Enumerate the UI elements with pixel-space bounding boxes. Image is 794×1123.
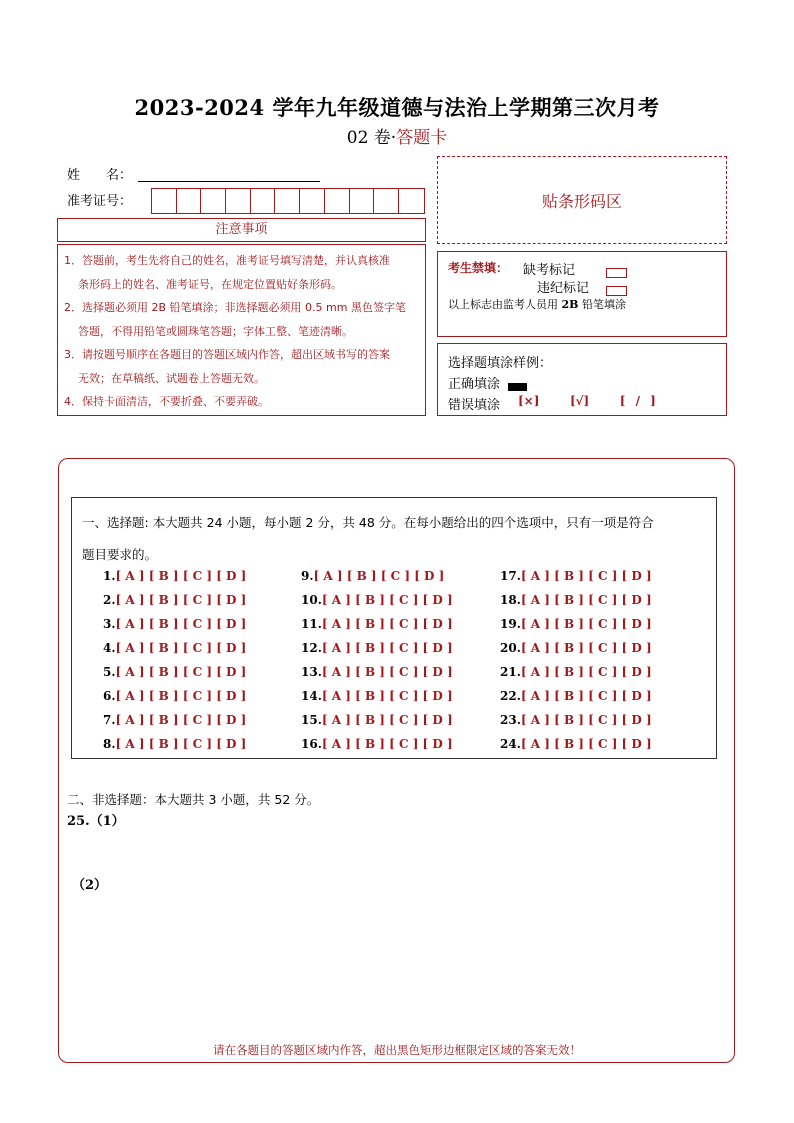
question-number: 20. <box>500 641 521 655</box>
id-cell[interactable] <box>152 189 177 213</box>
notice-item-cont: 条形码上的姓名、准考证号，在规定位置贴好条形码。 <box>78 277 342 291</box>
notice-item <box>64 390 419 414</box>
mc-question <box>301 665 453 679</box>
notice-item-text: 4．保持卡面清洁，不要折叠、不要弄破。 <box>64 395 269 408</box>
answer-options[interactable]: [ A ] [ B ] [ C ] [ D ] <box>520 737 652 751</box>
answer-options[interactable]: [ A ] [ B ] [ C ] [ D ] <box>313 569 445 583</box>
id-label: 准考证号： <box>67 194 133 209</box>
notice-item-text: 3．请按题号顺序在各题目的答题区域内作答，超出区域书写的答案 <box>64 348 390 361</box>
answer-options[interactable]: [ A ] [ B ] [ C ] [ D ] <box>115 569 247 583</box>
notice-item <box>64 343 419 390</box>
wrong-mark: [×] <box>518 394 540 408</box>
mc-question <box>103 641 246 655</box>
question-number: 15. <box>301 713 322 727</box>
answer-options[interactable]: [ A ] [ B ] [ C ] [ D ] <box>520 713 652 727</box>
question-number: 18. <box>500 593 521 607</box>
notice-item-cont: 答题，不得用铅笔或圆珠笔答题；字体工整、笔迹清晰。 <box>78 324 353 338</box>
mc-question <box>500 617 652 631</box>
question-number: 7. <box>103 713 116 727</box>
answer-options[interactable]: [ A ] [ B ] [ C ] [ D ] <box>321 617 453 631</box>
notice-title: 注意事项 <box>57 218 426 242</box>
question-number: 14. <box>301 689 322 703</box>
notice-item-text: 1．答题前，考生先将自己的姓名，准考证号填写清楚，并认真核准 <box>64 254 390 267</box>
q25-part2: （2） <box>72 878 108 893</box>
question-number: 23. <box>500 713 521 727</box>
absent-mark-box[interactable] <box>606 268 627 278</box>
wrong-label: 错误填涂 <box>448 398 501 413</box>
answer-options[interactable]: [ A ] [ B ] [ C ] [ D ] <box>520 593 652 607</box>
name-label: 姓 名： <box>67 168 133 183</box>
id-cell[interactable] <box>374 189 399 213</box>
answer-options[interactable]: [ A ] [ B ] [ C ] [ D ] <box>321 737 453 751</box>
answer-options[interactable]: [ A ] [ B ] [ C ] [ D ] <box>115 737 247 751</box>
ban-label: 考生禁填： <box>448 261 509 275</box>
mc-question <box>103 689 246 703</box>
answer-options[interactable]: [ A ] [ B ] [ C ] [ D ] <box>115 665 247 679</box>
mc-question <box>500 665 652 679</box>
answer-options[interactable]: [ A ] [ B ] [ C ] [ D ] <box>115 713 247 727</box>
barcode-label: 贴条形码区 <box>541 191 622 211</box>
mc-question <box>301 713 453 727</box>
ban-note-prefix: 以上标志由监考人员用 <box>448 298 558 311</box>
question-number: 17. <box>500 569 521 583</box>
id-cell[interactable] <box>177 189 202 213</box>
id-cell[interactable] <box>399 189 424 213</box>
answer-options[interactable]: [ A ] [ B ] [ C ] [ D ] <box>520 665 652 679</box>
violation-mark-box[interactable] <box>606 286 627 296</box>
question-number: 19. <box>500 617 521 631</box>
subtitle-answer-card: 答题卡 <box>396 128 448 148</box>
id-cell[interactable] <box>226 189 251 213</box>
ban-note-suffix: 铅笔填涂 <box>581 298 626 311</box>
sample-title: 选择题填涂样例： <box>448 356 553 371</box>
mc-question <box>500 569 652 583</box>
question-number: 21. <box>500 665 521 679</box>
exam-id-grid[interactable] <box>151 188 425 214</box>
answer-options[interactable]: [ A ] [ B ] [ C ] [ D ] <box>520 689 652 703</box>
question-number: 8. <box>103 737 116 751</box>
mc-question <box>103 593 246 607</box>
subtitle-prefix: 02 卷· <box>346 128 397 148</box>
question-number: 9. <box>301 569 314 583</box>
barcode-area <box>437 156 727 244</box>
notice-item <box>64 249 419 296</box>
question-number: 24. <box>500 737 521 751</box>
mc-question <box>500 689 652 703</box>
question-number: 12. <box>301 641 322 655</box>
question-number: 22. <box>500 689 521 703</box>
absent-label: 缺考标记 <box>523 263 576 278</box>
footer-warning: 请在各题目的答题区域内作答，超出黑色矩形边框限定区域的答案无效！ <box>213 1043 581 1057</box>
answer-options[interactable]: [ A ] [ B ] [ C ] [ D ] <box>321 665 453 679</box>
wrong-mark: [ / ] <box>619 394 656 408</box>
answer-options[interactable]: [ A ] [ B ] [ C ] [ D ] <box>520 641 652 655</box>
question-number: 16. <box>301 737 322 751</box>
mc-question <box>301 617 453 631</box>
question-number: 10. <box>301 593 322 607</box>
mc-intro-line1: 一、选择题: 本大题共 24 小题，每小题 2 分，共 48 分。在每小题给出的四个选项中，只有一项是符合 <box>82 515 654 530</box>
answer-options[interactable]: [ A ] [ B ] [ C ] [ D ] <box>520 617 652 631</box>
notice-item-cont: 无效；在草稿纸、试题卷上答题无效。 <box>78 371 265 385</box>
question-number: 2. <box>103 593 116 607</box>
answer-options[interactable]: [ A ] [ B ] [ C ] [ D ] <box>321 593 453 607</box>
answer-options[interactable]: [ A ] [ B ] [ C ] [ D ] <box>520 569 652 583</box>
answer-options[interactable]: [ A ] [ B ] [ C ] [ D ] <box>115 689 247 703</box>
question-number: 11. <box>301 617 322 631</box>
notice-body <box>57 244 426 416</box>
mc-question <box>103 569 246 583</box>
id-cell[interactable] <box>325 189 350 213</box>
mc-question <box>103 713 246 727</box>
mc-question <box>301 641 453 655</box>
q25-part1: 25.（1） <box>67 814 125 829</box>
question-number: 3. <box>103 617 116 631</box>
mc-question <box>103 665 246 679</box>
question-number: 1. <box>103 569 116 583</box>
answer-options[interactable]: [ A ] [ B ] [ C ] [ D ] <box>115 593 247 607</box>
wrong-mark: [√] <box>569 394 590 408</box>
id-cell[interactable] <box>201 189 226 213</box>
correct-sample-mark <box>508 383 527 391</box>
page-subtitle <box>0 123 794 148</box>
answer-options[interactable]: [ A ] [ B ] [ C ] [ D ] <box>115 641 247 655</box>
id-cell[interactable] <box>300 189 325 213</box>
mc-question <box>500 593 652 607</box>
nonmc-title: 二、非选择题：本大题共 3 小题，共 52 分。 <box>67 792 320 807</box>
correct-label: 正确填涂 <box>448 377 501 392</box>
mc-question <box>500 737 652 751</box>
mc-question <box>301 569 444 583</box>
answer-options[interactable]: [ A ] [ B ] [ C ] [ D ] <box>321 641 453 655</box>
mc-question <box>103 617 246 631</box>
id-cell[interactable] <box>350 189 375 213</box>
question-number: 6. <box>103 689 116 703</box>
mc-question <box>301 737 453 751</box>
page-title: 2023-2024 学年九年级道德与法治上学期第三次月考 <box>134 95 660 120</box>
answer-options[interactable]: [ A ] [ B ] [ C ] [ D ] <box>321 713 453 727</box>
mc-question <box>103 737 246 751</box>
notice-item-text: 2．选择题必须用 2B 铅笔填涂；非选择题必须用 0.5 mm 黑色签字笔 <box>64 301 406 314</box>
mc-question <box>500 641 652 655</box>
question-number: 5. <box>103 665 116 679</box>
ban-note-2b: 2B <box>561 298 579 311</box>
mc-intro-line2: 题目要求的。 <box>82 547 158 562</box>
wrong-sample-marks <box>518 394 656 408</box>
name-field[interactable] <box>138 180 320 182</box>
mc-question <box>301 689 453 703</box>
question-number: 13. <box>301 665 322 679</box>
notice-item <box>64 296 419 343</box>
mc-question <box>301 593 453 607</box>
question-number: 4. <box>103 641 116 655</box>
answer-options[interactable]: [ A ] [ B ] [ C ] [ D ] <box>115 617 247 631</box>
mc-intro <box>82 507 712 571</box>
mc-question <box>500 713 652 727</box>
ban-note <box>448 296 626 312</box>
answer-options[interactable]: [ A ] [ B ] [ C ] [ D ] <box>321 689 453 703</box>
id-cell[interactable] <box>251 189 276 213</box>
id-cell[interactable] <box>275 189 300 213</box>
violation-label: 违纪标记 <box>537 281 590 296</box>
